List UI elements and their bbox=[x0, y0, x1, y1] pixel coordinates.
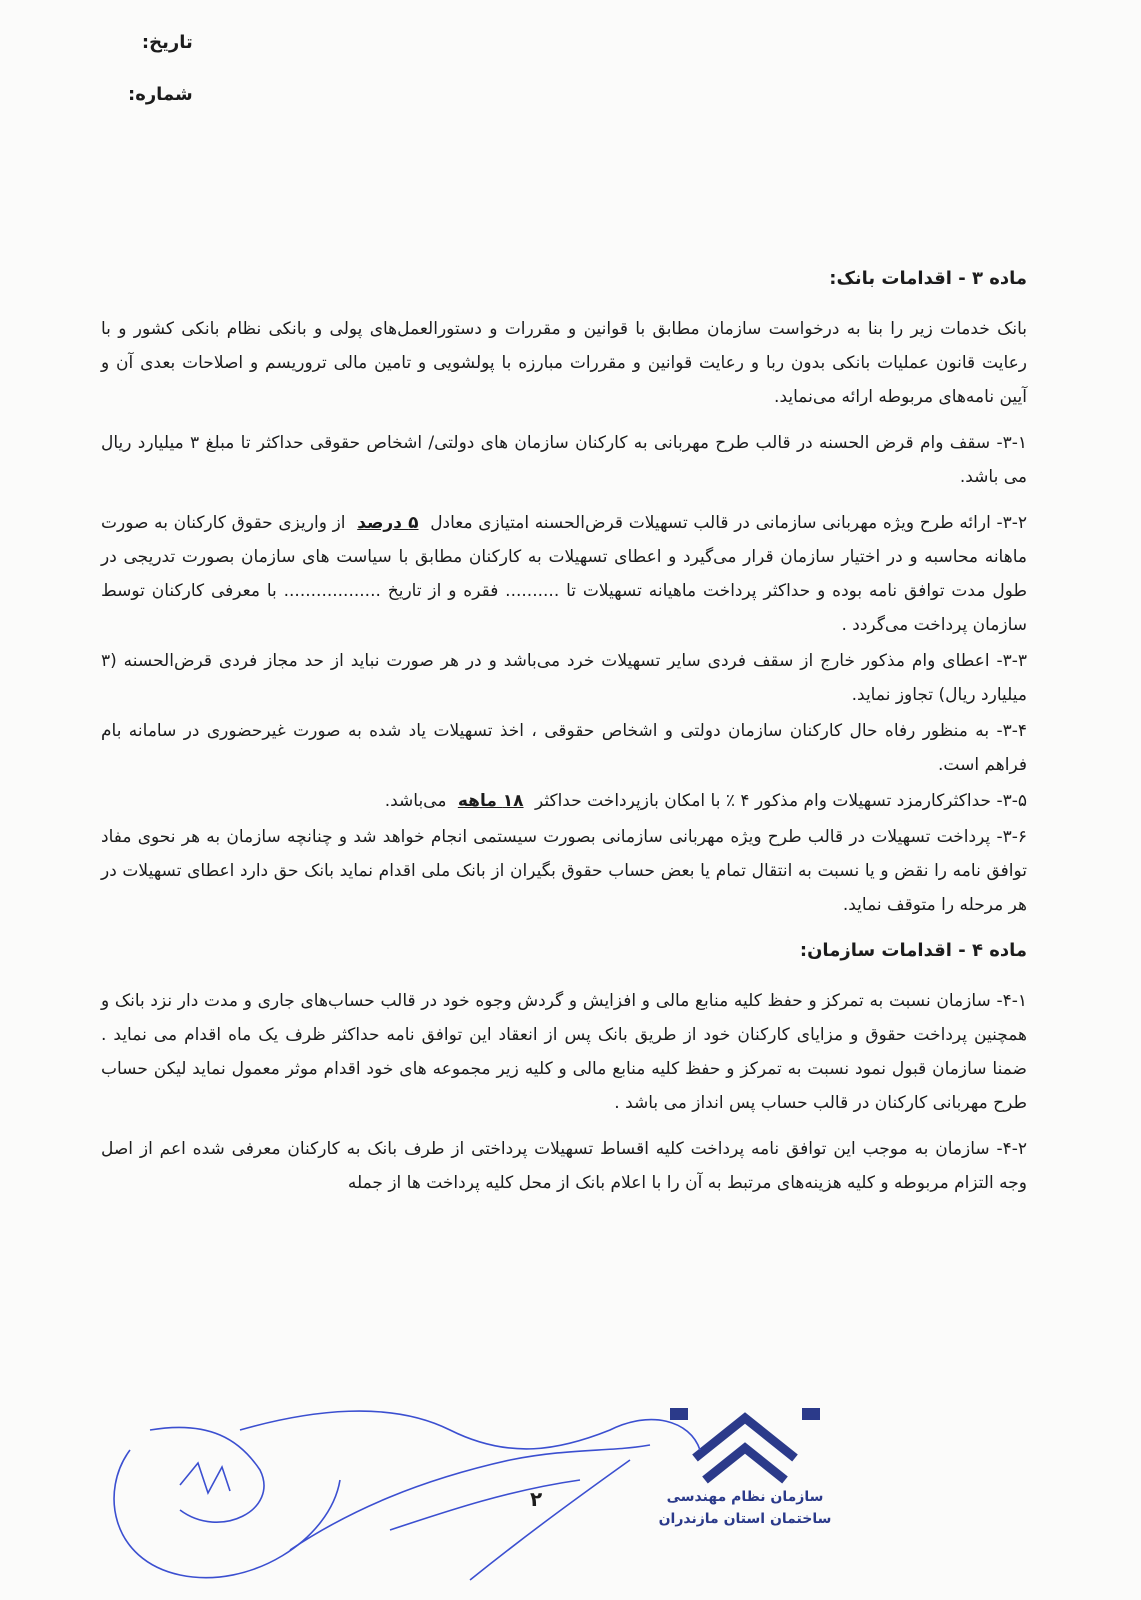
clause-4-1: ۴-۱- سازمان نسبت به تمرکز و حفظ کلیه منابع مالی و افزایش و گردش وجوه خود در قالب حساب‌های جاری و مدت دار نزد بانک و همچنین پرداخت حقوق و مزایای کارکنان خود از طریق بانک پس از انعقاد این توافق نامه حداکثر ظرف یک ماه اقدام می نماید . ضمنا سازمان قبول نمود نسبت به تمرکز و حفظ کلیه منابع مالی و کلیه زیر مجموعه های خود اقدام موثر معمول نماید لیکن حساب طرح مهربانی کارکنان در قالب حساب پس انداز می باشد . bbox=[101, 991, 1027, 1113]
clause-3-2 bbox=[101, 506, 1027, 642]
article-3-title: ماده ۳ - اقدامات بانک: bbox=[829, 268, 1027, 289]
clause-3-6: ۳-۶- پرداخت تسهیلات در قالب طرح ویژه مهربانی سازمانی بصورت سیستمی انجام خواهد شد و چنانچه سازمان به هر نحوی مفاد توافق نامه را نقض و یا نسبت به انتقال تمام یا بعض حساب حقوق بگیران از بانک ملی اقدام نماید بانک حق دارد اعطای تسهیلات در هر مرحله را متوقف نماید. bbox=[101, 827, 1027, 915]
clause-3-2-part-a: ۳-۲- ارائه طرح ویژه مهربانی سازمانی در قالب تسهیلات قرض‌الحسنه امتیازی معادل bbox=[430, 513, 1028, 533]
page-number: ۲ bbox=[530, 1487, 543, 1511]
clause-4-2: ۴-۲- سازمان به موجب این توافق نامه پرداخت کلیه اقساط تسهیلات پرداختی از طرف بانک به کارکنان معرفی شده اعم از اصل وجه التزام مربوطه و کلیه هزینه‌های مرتبط به آن را با اعلام بانک از محل کلیه پرداخت ها از جمله bbox=[101, 1139, 1027, 1193]
stamp-line-1: سازمان نظام مهندسی bbox=[666, 1489, 824, 1505]
clause-3-1: ۳-۱- سقف وام قرض الحسنه در قالب طرح مهربانی به کارکنان سازمان های دولتی/ اشخاص حقوقی حداکثر تا مبلغ ۳ میلیارد ریال می باشد. bbox=[101, 433, 1027, 487]
date-label: تاریخ: bbox=[141, 32, 193, 53]
stamp-line-2: ساختمان استان مازندران bbox=[658, 1511, 832, 1527]
letter-header bbox=[128, 30, 193, 134]
article-4-title: ماده ۴ - اقدامات سازمان: bbox=[799, 940, 1027, 961]
clause-3-5 bbox=[101, 784, 1027, 818]
clause-3-5-part-b: می‌باشد. bbox=[384, 791, 447, 811]
clause-3-2-percent: ۵ درصد bbox=[357, 513, 419, 533]
number-label: شماره: bbox=[128, 84, 193, 105]
clause-3-3: ۳-۳- اعطای وام مذکور خارج از سقف فردی سایر تسهیلات خرد می‌باشد و در هر صورت نباید از حد مجاز فردی قرض‌الحسنه (۳ میلیارد ریال) تجاوز نماید. bbox=[101, 651, 1027, 705]
handwritten-signature bbox=[90, 1390, 710, 1590]
clause-3-2-part-b: از واریزی حقوق کارکنان به صورت ماهانه محاسبه و در اختیار سازمان قرار می‌گیرد و اعطای تسهیلات به کارکنان مطابق با سیاست های سازمان بصورت تدریجی در طول مدت توافق نامه بوده و حداکثر پرداخت ماهیانه تسهیلات تا .......... فقره و از تاریخ .................. با معرفی کارکنان توسط سازمان پرداخت می‌گردد . bbox=[101, 513, 1027, 635]
clause-3-4: ۳-۴- به منظور رفاه حال کارکنان سازمان دولتی و اشخاص حقوقی ، اخذ تسهیلات یاد شده به صورت غیرحضوری در سامانه بام فراهم است. bbox=[101, 721, 1027, 775]
clause-3-5-part-a: ۳-۵- حداکثرکارمزد تسهیلات وام مذکور ۴ ٪ با امکان بازپرداخت حداکثر bbox=[534, 791, 1027, 811]
document-body bbox=[101, 262, 1027, 1212]
article-3-intro: بانک خدمات زیر را بنا به درخواست سازمان مطابق با قوانین و مقررات و دستورالعمل‌های پولی و بانکی نظام بانکی کشور و با رعایت قانون عملیات بانکی بدون ربا و رعایت قوانین و مقررات مبارزه با پولشویی و تامین مالی تروریسم و اصلاحات بعدی آن و آیین نامه‌های مربوطه ارائه می‌نماید. bbox=[101, 319, 1027, 407]
clause-3-5-term: ۱۸ ماهه bbox=[457, 791, 524, 811]
